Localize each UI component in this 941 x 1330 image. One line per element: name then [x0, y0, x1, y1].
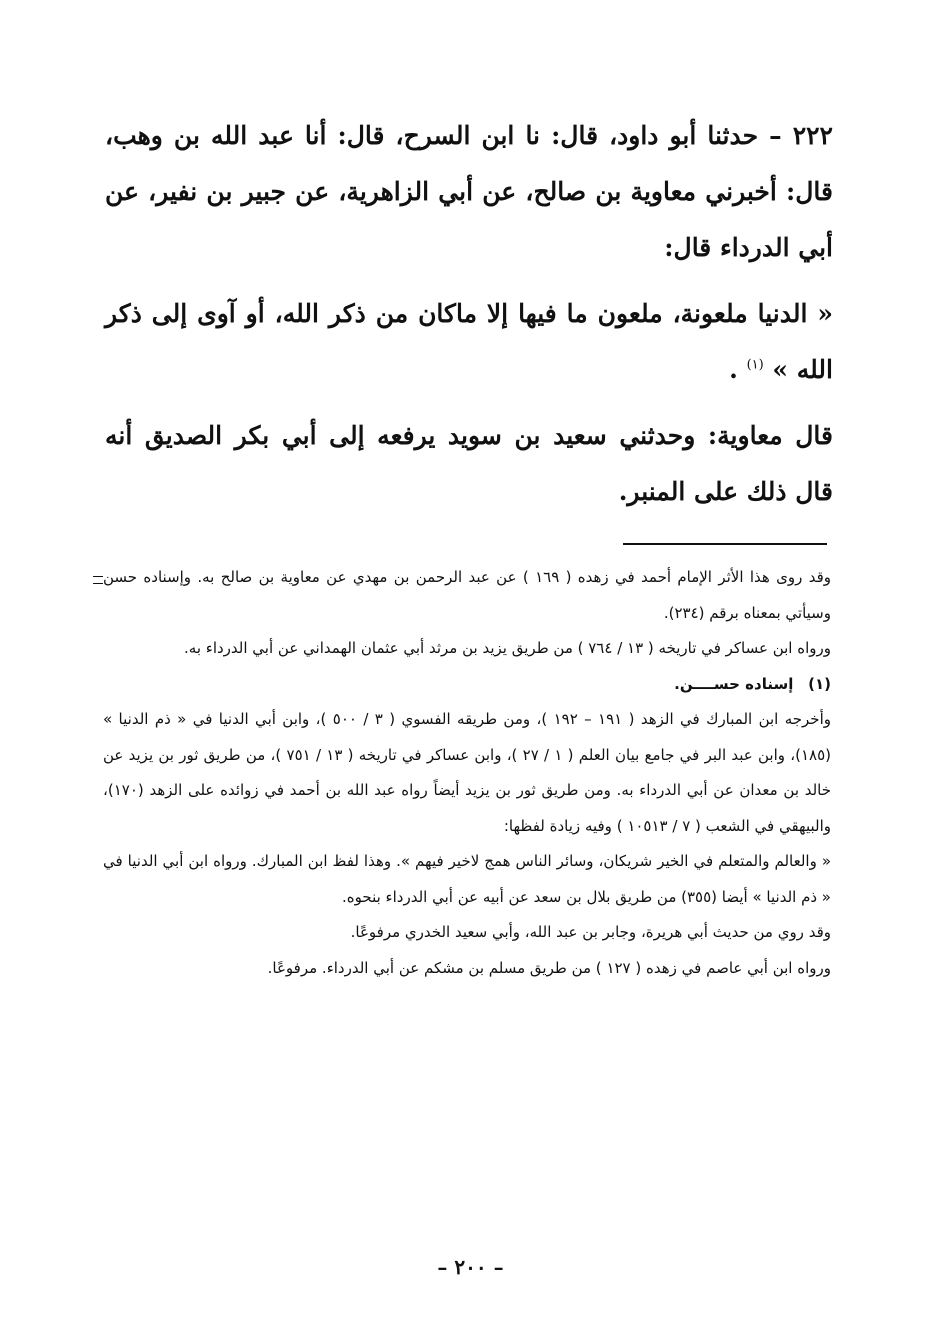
footnote-separator [623, 543, 827, 545]
footnote-1-paragraph-4: ورواه ابن أبي عاصم في زهده ( ١٢٧ ) من طريق مسلم بن مشكم عن أبي الدرداء. مرفوعًا. [267, 958, 831, 977]
hadith-matn-end: . [729, 355, 738, 384]
page-number: – ٢٠٠ – [437, 1255, 504, 1279]
footnote-reference: (١) [746, 357, 764, 373]
footnote-1-paragraph-3: وقد روي من حديث أبي هريرة، وجابر بن عبد الله، وأبي سعيد الخدري مرفوعًا. [350, 923, 831, 941]
hadith-paragraph-matn [105, 286, 833, 398]
footnote-1-paragraph-2: « والعالم والمتعلم في الخير شريكان، وسائر الناس همج لاخير فيهم ». وهذا لفظ ابن المبارك. ورواه ابن أبي الدنيا في « ذم الدنيا » أيضا (٣٥٥) من طريق بلال بن سعد عن أبيه عن أبي الدرداء بنحوه. [103, 852, 831, 906]
footnote-1-verdict: إسناده حســــن. [674, 674, 794, 693]
footnote-1-number: (١) [808, 674, 831, 693]
footnote-1-paragraph-1: وأخرجه ابن المبارك في الزهد ( ١٩١ – ١٩٢ )، ومن طريقه الفسوي ( ٣ / ٥٠٠ )، وابن أبي الدنيا في « ذم الدنيا » (١٨٥)، وابن عبد البر في جامع بيان العلم ( ١ / ٢٧ )، وابن عساكر في تاريخه ( ١٣ / ٧٥١ )، من طريق ثور بن يزيد عن خالد بن معدان عن أبي الدرداء به. ومن طريق ثور بن يزيد أيضاً رواه عبد الله بن أحمد في زوائده على الزهد (١٧٠)، والبيهقي في الشعب ( ٧ / ١٠٥١٣ ) وفيه زيادة لفظها: [103, 710, 831, 835]
main-text [105, 108, 833, 530]
hadith-paragraph-isnad: ٢٢٢ – حدثنا أبو داود، قال: نا ابن السرح، قال: أنا عبد الله بن وهب، قال: أخبرني معاوية بن صالح، عن أبي الزاهرية، عن جبير بن نفير، عن أبي الدرداء قال: [105, 121, 833, 262]
footnote-1-heading [103, 667, 831, 703]
footnote-continued-2: ورواه ابن عساكر في تاريخه ( ١٣ / ٧٦٤ ) من طريق يزيد بن مرثد أبي عثمان الهمداني عن أبي الدرداء به. [184, 639, 831, 657]
footnote-continued-1: وقد روى هذا الأثر الإمام أحمد في زهده ( ١٦٩ ) عن عبد الرحمن بن مهدي عن معاوية بن صالح به. وإسناده حسن وسيأتي بمعناه برقم (٢٣٤). [103, 568, 831, 622]
hadith-matn-text: « الدنيا ملعونة، ملعون ما فيها إلا ماكان من ذكر الله، أو آوى إلى ذكر الله » [105, 299, 833, 384]
hadith-paragraph-note: قال معاوية: وحدثني سعيد بن سويد يرفعه إلى أبي بكر الصديق أنه قال ذلك على المنبر. [105, 421, 833, 506]
footnotes [103, 560, 831, 986]
continuation-mark [93, 576, 103, 584]
